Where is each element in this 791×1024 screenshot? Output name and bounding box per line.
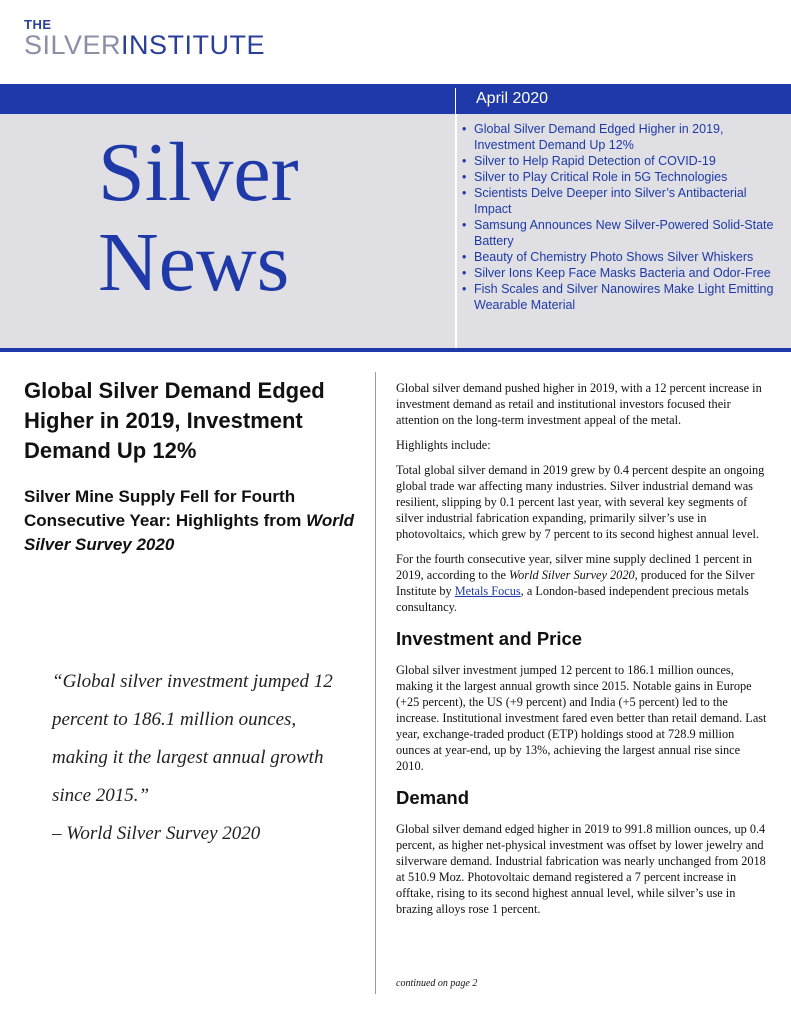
masthead-bottom-rule	[0, 348, 791, 352]
paragraph-intro: Global silver demand pushed higher in 2019, with a 12 percent increase in investment demand as retail and institutional investors focused their attention on the long-term investment appeal of the metal.	[396, 381, 762, 427]
toc-item[interactable]: • Silver to Help Rapid Detection of COVID-19	[462, 153, 782, 169]
logo-silver: SILVER	[24, 30, 122, 60]
subhead-text: Silver Mine Supply Fell for Fourth Consecutive Year: Highlights from	[24, 487, 302, 530]
paragraph-total-demand: Total global silver demand in 2019 grew by 0.4 percent despite an ongoing global trade war affecting many industries. Silver industrial demand was resilient, slipping by 0.1 percent last year, with several key segments of silver industrial fabrication expanding, primarily silver’s use in photovoltaics, which grew by 7 percent to its second highest annual level.	[396, 463, 765, 541]
pull-quote-source: – World Silver Survey 2020	[52, 823, 261, 844]
header-blue-bar	[0, 84, 791, 114]
masthead-line-silver: Silver	[98, 126, 299, 219]
article-subhead	[24, 485, 359, 557]
toc-item[interactable]: • Fish Scales and Silver Nanowires Make Light Emitting Wearable Material	[462, 281, 782, 313]
continued-note[interactable]: continued on page 2	[396, 978, 478, 989]
toc-item[interactable]: • Silver Ions Keep Face Masks Bacteria and Odor-Free	[462, 265, 782, 281]
contents-list	[462, 121, 782, 313]
mine-supply-text-a: For the fourth consecutive year, silver mine supply declined 1 percent in 2019, according to the	[396, 552, 753, 582]
toc-item[interactable]: • Beauty of Chemistry Photo Shows Silver Whiskers	[462, 249, 782, 265]
masthead-title	[98, 128, 299, 308]
logo-institute: INSTITUTE	[121, 30, 266, 60]
toc-item[interactable]: • Samsung Announces New Silver-Powered Solid-State Battery	[462, 217, 782, 249]
toc-item[interactable]: • Scientists Delve Deeper into Silver’s Antibacterial Impact	[462, 185, 782, 217]
metals-focus-link[interactable]: Metals Focus	[454, 584, 521, 598]
mine-supply-text-c: , a London-based independent precious metals consultancy.	[396, 584, 749, 614]
logo-name	[24, 31, 265, 59]
pull-quote-text: “Global silver investment jumped 12 percent to 186.1 million ounces, making it the largest annual growth since 2015.”	[52, 671, 333, 806]
logo-the: THE	[24, 17, 52, 32]
toc-item[interactable]: • Silver to Play Critical Role in 5G Technologies	[462, 169, 782, 185]
subhead-survey-title: World Silver Survey 2020	[24, 511, 355, 554]
heading-demand: Demand	[396, 787, 469, 808]
article-headline: Global Silver Demand Edged Higher in 2019, Investment Demand Up 12%	[24, 378, 325, 463]
paragraph-highlights-label: Highlights include:	[396, 438, 491, 452]
paragraph-mine-supply	[396, 551, 768, 615]
toc-item[interactable]: • Global Silver Demand Edged Higher in 2019, Investment Demand Up 12%	[462, 121, 782, 153]
mine-supply-text-b: , produced for the Silver Institute by	[396, 568, 755, 598]
silver-institute-logo[interactable]	[24, 18, 265, 59]
masthead-line-news: News	[98, 216, 290, 309]
mine-supply-survey-title: World Silver Survey 2020	[509, 568, 635, 582]
issue-date: April 2020	[476, 90, 549, 107]
heading-investment-and-price: Investment and Price	[396, 628, 583, 649]
article-body	[396, 380, 768, 926]
date-divider	[455, 88, 456, 348]
pull-quote	[52, 663, 342, 853]
paragraph-demand: Global silver demand edged higher in 2019 to 991.8 million ounces, up 0.4 percent, as higher net-physical investment was offset by lower jewelry and silverware demand. Industrial fabrication was nearly unchanged from 2018 at 510.9 Moz. Photovoltaic demand registered a 7 percent increase in offtake, rising to its second highest annual level, while silver’s use in brazing alloys rose 1 percent.	[396, 822, 766, 916]
column-divider	[375, 372, 376, 994]
paragraph-investment: Global silver investment jumped 12 percent to 186.1 million ounces, making it the largest annual growth since 2015. Notable gains in Europe (+25 percent), the US (+9 percent) and India (+5 percent) led to the increase. Institutional investment fared even better than retail demand. Last year, exchange-traded product (ETP) holdings stood at 728.9 million ounces at year-end, up by 13%, achieving the largest annual rise since 2010.	[396, 663, 767, 773]
